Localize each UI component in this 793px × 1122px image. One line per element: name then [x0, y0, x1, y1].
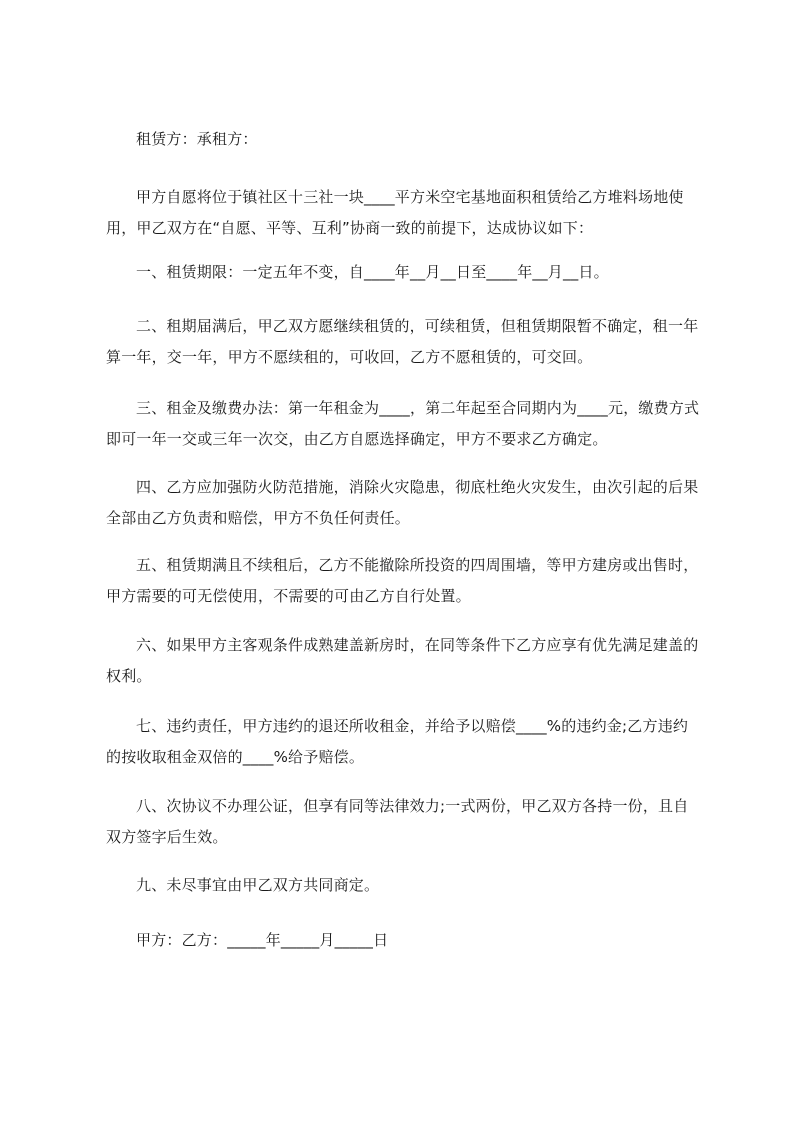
clause-5: 五、租赁期满且不续租后，乙方不能撤除所投资的四周围墙，等甲方建房或出售时，甲方需要的可无偿使用，不需要的可由乙方自行处置。	[106, 556, 699, 605]
clause-2: 二、租期届满后，甲乙双方愿继续租赁的，可续租赁，但租赁期限暂不确定，租一年算一年，交一年，甲方不愿续租的，可收回，乙方不愿租赁的，可交回。	[106, 317, 699, 366]
clause-1: 一、租赁期限：一定五年不变，自____年__月__日至____年__月__日。	[136, 263, 609, 281]
intro-paragraph: 甲方自愿将位于镇社区十三社一块____平方米空宅基地面积租赁给乙方堆料场地使用，甲乙双方在“自愿、平等、互利”协商一致的前提下，达成协议如下：	[106, 188, 684, 237]
parties-line: 租赁方：承租方：	[136, 130, 258, 148]
clause-9: 九、未尽事宜由甲乙双方共同商定。	[136, 876, 380, 894]
clause-7: 七、违约责任，甲方违约的退还所收租金，并给予以赔偿____%的违约金;乙方违约的按收取租金双倍的____%给予赔偿。	[106, 717, 689, 766]
clause-8: 八、次协议不办理公证，但享有同等法律效力;一式两份，甲乙双方各持一份，且自双方签字后生效。	[106, 797, 689, 846]
clause-6: 六、如果甲方主客观条件成熟建盖新房时，在同等条件下乙方应享有优先满足建盖的权利。	[106, 636, 699, 685]
clause-3: 三、租金及缴费办法：第一年租金为____，第二年起至合同期内为____元，缴费方式即可一年一交或三年一次交，由乙方自愿选择确定，甲方不要求乙方确定。	[106, 399, 700, 448]
clause-4: 四、乙方应加强防火防范措施，消除火灾隐患，彻底杜绝火灾发生，由次引起的后果全部由乙方负责和赔偿，甲方不负任何责任。	[106, 478, 699, 527]
signature-line: 甲方：乙方：_____年_____月_____日	[136, 931, 389, 949]
